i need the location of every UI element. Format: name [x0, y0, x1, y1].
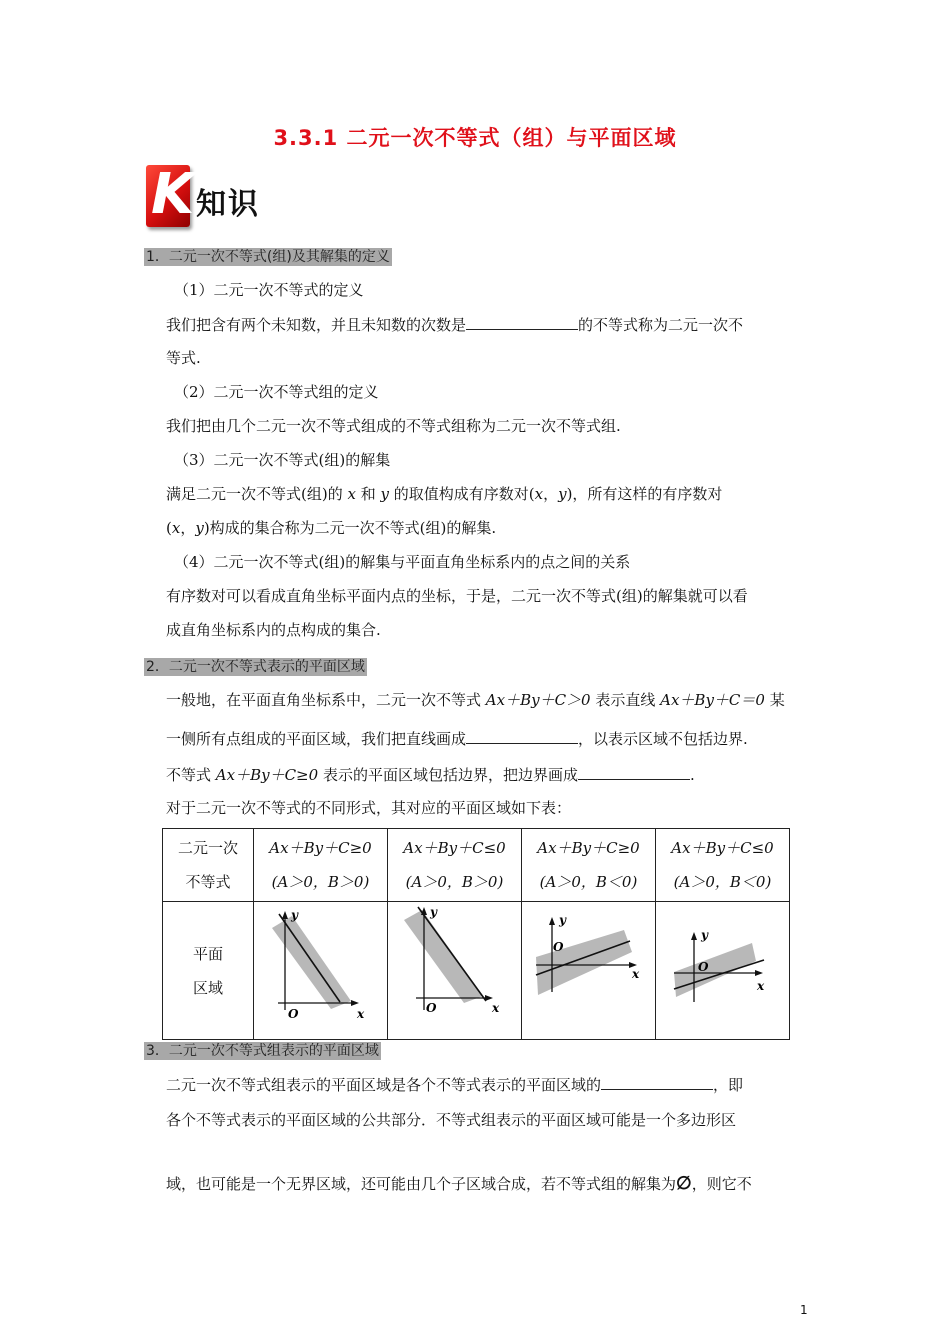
region-graph-2 [388, 902, 522, 1040]
subheading: （4）二元一次不等式(组)的解集与平面直角坐标系内的点之间的关系 [174, 553, 631, 571]
section-heading-2: 2．二元一次不等式表示的平面区域 [146, 659, 365, 675]
paragraph: 各个不等式表示的平面区域的公共部分．不等式组表示的平面区域可能是一个多边形区 [166, 1111, 737, 1129]
region-table [162, 828, 790, 1040]
svg-text:y: y [291, 908, 298, 922]
empty-set-symbol: ∅ [676, 1173, 692, 1194]
page-title: 3.3.1 二元一次不等式（组）与平面区域 [273, 126, 677, 150]
svg-text:O: O [698, 960, 709, 974]
knowledge-logo [146, 162, 276, 231]
paragraph: 一般地，在平面直角坐标系中，二元一次不等式 Ax＋By＋C＞0 表示直线 Ax＋By＋C＝0 某 [166, 691, 785, 709]
region-graph-3 [522, 902, 656, 1040]
region-graph-4 [656, 902, 790, 1040]
svg-text:O: O [426, 1001, 437, 1015]
paragraph: 有序数对可以看成直角坐标平面内点的坐标，于是，二元一次不等式(组)的解集就可以看 [166, 587, 748, 605]
paragraph: (x，y)构成的集合称为二元一次不等式(组)的解集. [166, 519, 497, 537]
table-row-label: 平面 区域 [163, 902, 254, 1040]
svg-text:O: O [288, 1007, 299, 1021]
paragraph: 等式. [166, 349, 201, 367]
svg-text:x: x [632, 967, 640, 981]
region-graph-1-svg [254, 902, 387, 1035]
subheading: （2）二元一次不等式组的定义 [174, 383, 379, 401]
paragraph: 成直角坐标系内的点构成的集合. [166, 621, 381, 639]
table-header-cell: Ax＋By＋C≥0 (A＞0，B＜0) [522, 829, 656, 902]
region-graph-4-svg [656, 902, 789, 1035]
paragraph: 满足二元一次不等式(组)的 x 和 y 的取值构成有序数对(x，y)，所有这样的有序数对 [166, 485, 723, 503]
paragraph: 二元一次不等式组表示的平面区域是各个不等式表示的平面区域的 ，即 [166, 1076, 744, 1094]
region-graph-2-svg [388, 902, 521, 1035]
svg-text:x: x [357, 1007, 365, 1021]
svg-text:y: y [701, 928, 708, 942]
logo-text: 知识 [196, 187, 260, 222]
fill-blank[interactable] [578, 764, 690, 780]
fill-blank[interactable] [466, 728, 578, 744]
section-heading-3: 3．二元一次不等式组表示的平面区域 [146, 1043, 379, 1059]
table-header-cell: Ax＋By＋C≥0 (A＞0，B＞0) [254, 829, 388, 902]
region-graph-1 [254, 902, 388, 1040]
table-header-label: 二元一次 不等式 [163, 829, 254, 902]
svg-text:x: x [492, 1001, 500, 1015]
svg-text:y: y [559, 913, 566, 927]
paragraph: 我们把由几个二元一次不等式组成的不等式组称为二元一次不等式组. [166, 417, 621, 435]
subheading: （1）二元一次不等式的定义 [174, 281, 364, 299]
paragraph: 我们把含有两个未知数，并且未知数的次数是 的不等式称为二元一次不 [166, 316, 744, 334]
k-badge-icon: K [146, 165, 190, 227]
svg-text:O: O [553, 940, 564, 954]
table-header-cell: Ax＋By＋C≤0 (A＞0，B＜0) [656, 829, 790, 902]
section-heading-1: 1．二元一次不等式(组)及其解集的定义 [146, 249, 390, 265]
subheading: （3）二元一次不等式(组)的解集 [174, 451, 391, 469]
paragraph: 不等式 Ax＋By＋C≥0 表示的平面区域包括边界，把边界画成 . [166, 766, 695, 784]
svg-text:x: x [757, 979, 765, 993]
fill-blank[interactable] [601, 1074, 713, 1090]
page-number: 1 [800, 1303, 808, 1317]
svg-text:y: y [430, 905, 437, 919]
region-graph-3-svg [522, 902, 655, 1035]
fill-blank[interactable] [466, 314, 578, 330]
table-header-cell: Ax＋By＋C≤0 (A＞0，B＞0) [388, 829, 522, 902]
paragraph: 对于二元一次不等式的不同形式，其对应的平面区域如下表： [166, 799, 572, 817]
paragraph: 域，也可能是一个无界区域，还可能由几个子区域合成，若不等式组的解集为∅，则它不 [166, 1173, 752, 1194]
paragraph: 一侧所有点组成的平面区域，我们把直线画成 ，以表示区域不包括边界. [166, 730, 748, 748]
